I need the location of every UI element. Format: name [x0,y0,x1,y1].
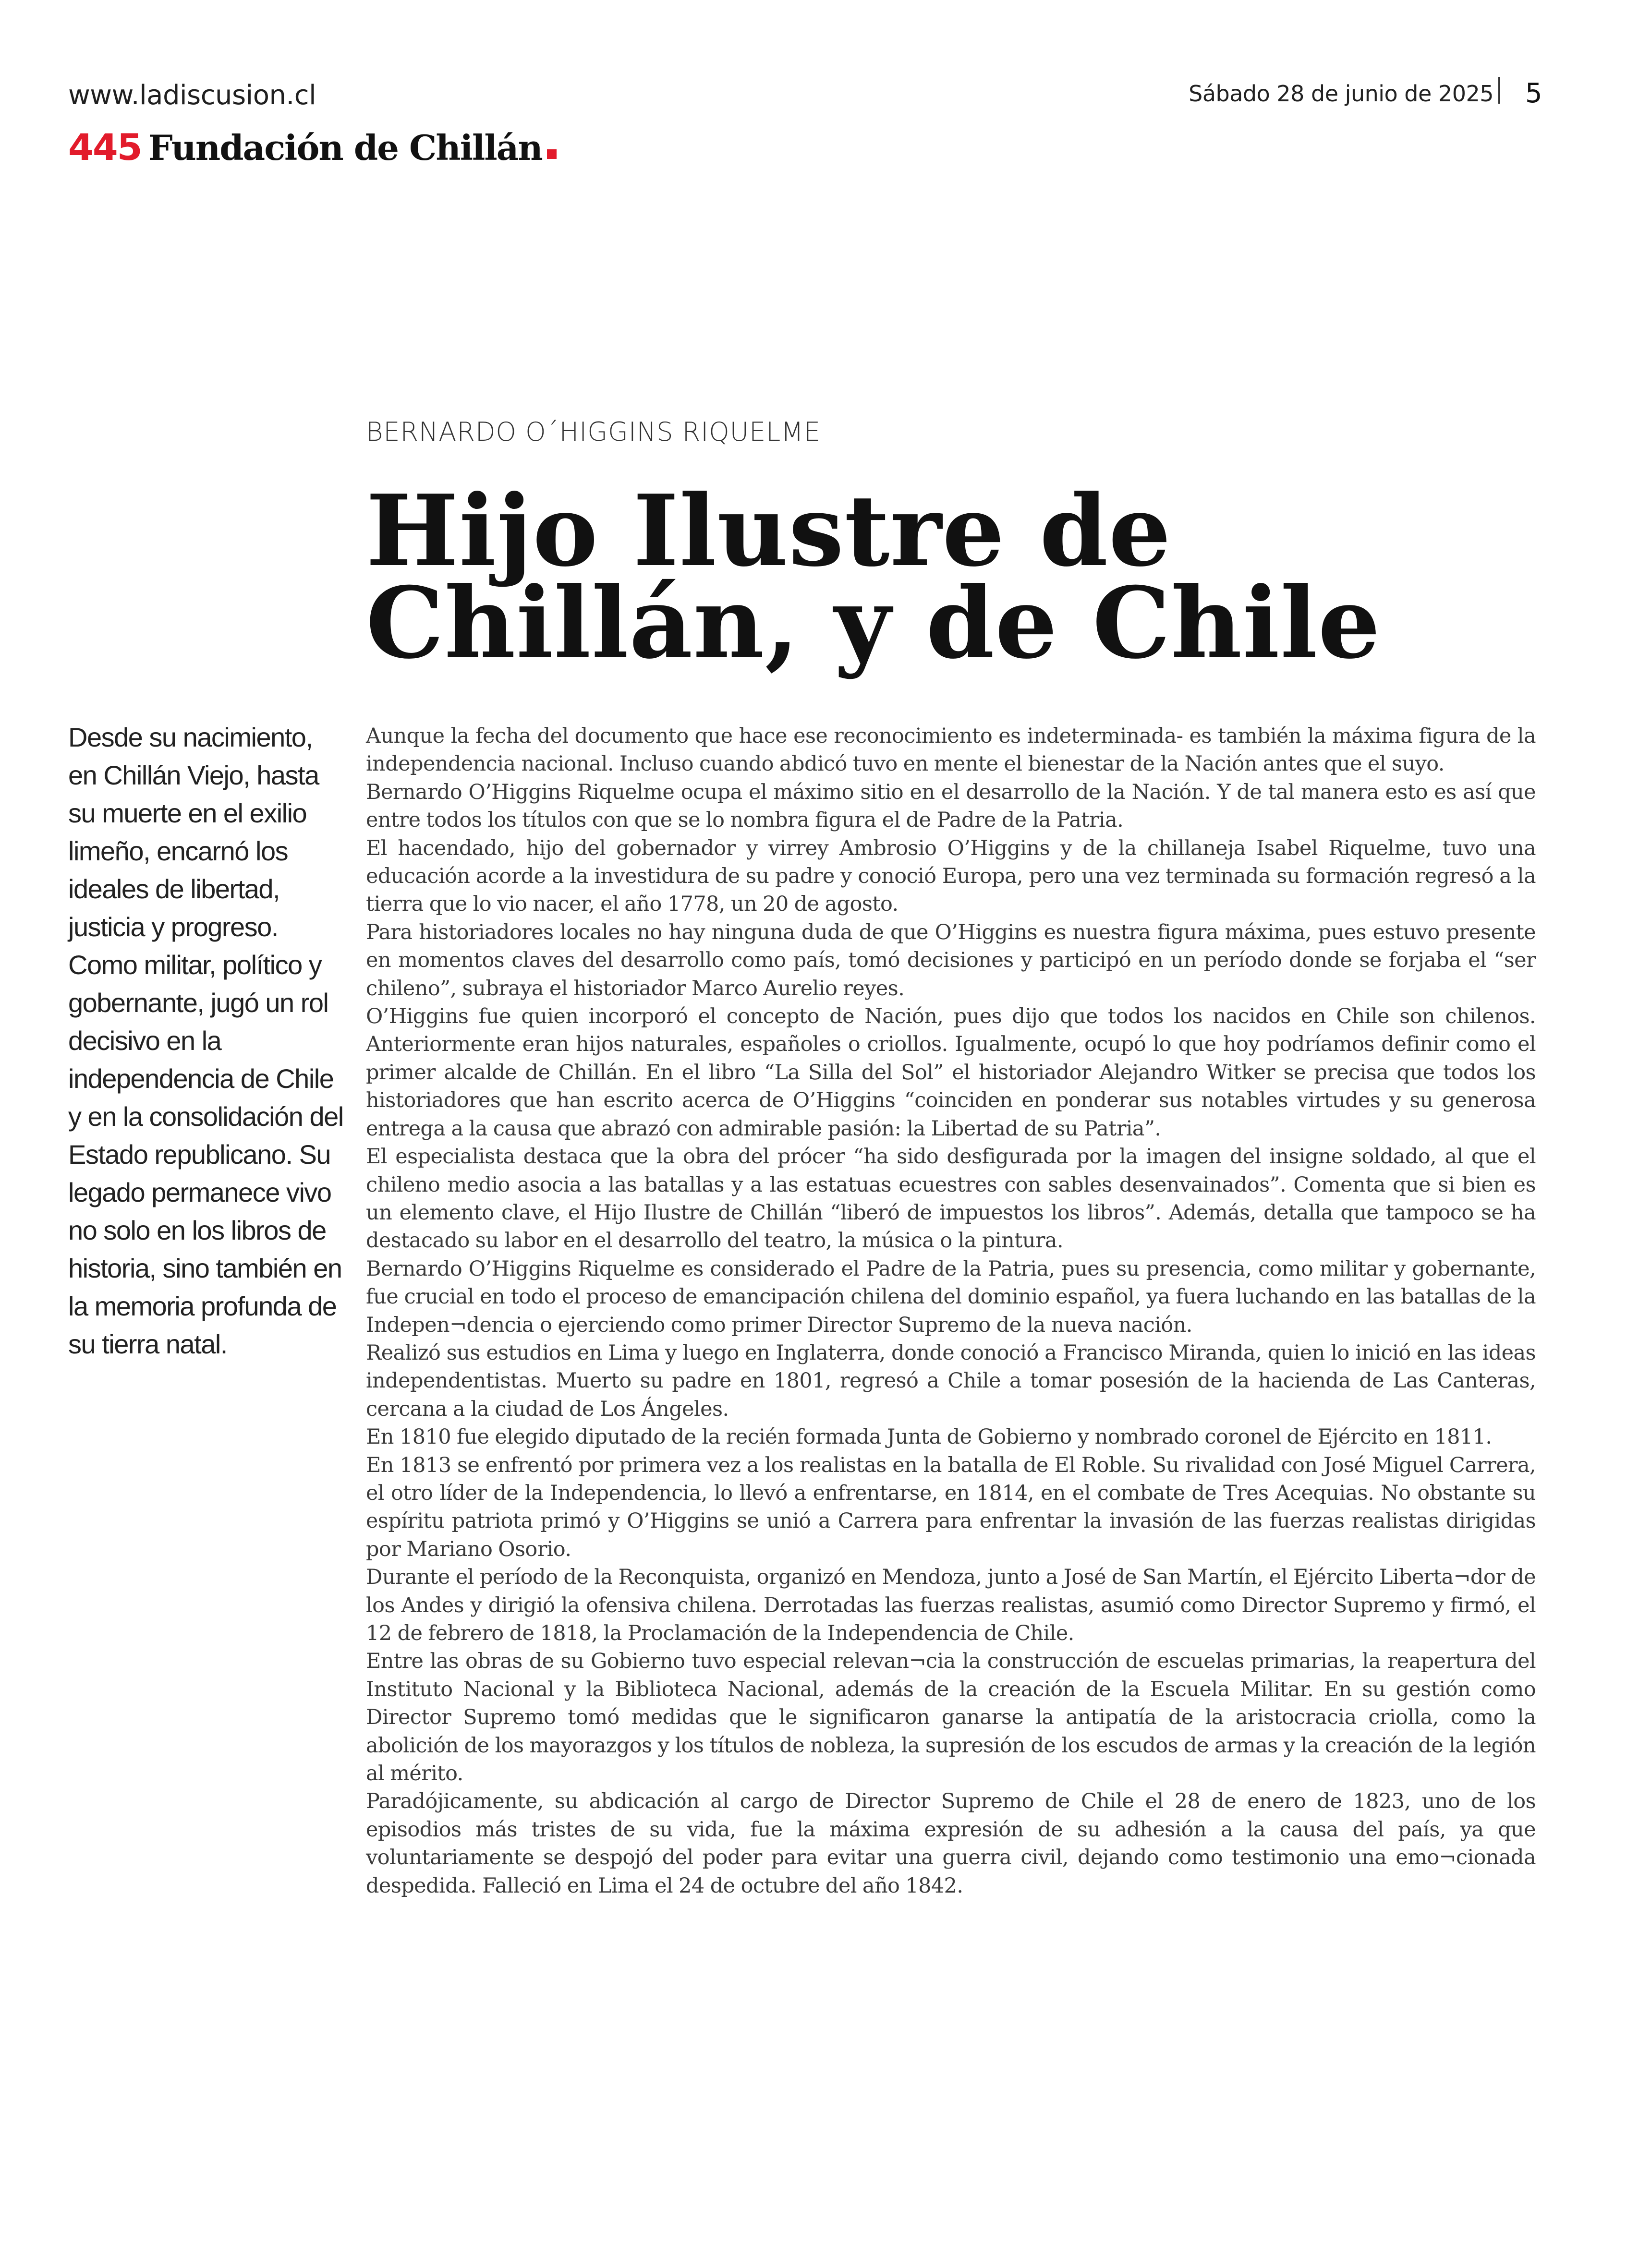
body-paragraph-6: El especialista destaca que la obra del prócer “ha sido desfigurada por la imagen del insigne soldado, al que el chileno medio asocia a las batallas y a las estatuas ecuestres con sables desenvainados”. Comenta que si bien es un elemento clave, el Hijo Ilustre de Chillán “liberó de impuestos los libros”. Además, detalla que tampoco se ha destacado su labor en el desarrollo del teatro, la música o la pintura. [366,1145,1536,1253]
body-paragraph-13: Paradójicamente, su abdicación al cargo de Director Supremo de Chile el 28 de enero de 1823, uno de los episodios más tristes de su vida, fue la máxima expresión de su adhesión a la causa del país, ya que voluntariamente se despojó del poder para evitar una guerra civil, dejando como testimonio una emo¬cionada despedida. Falleció en Lima el 24 de octubre del año 1842. [366,1789,1536,1898]
site-url[interactable]: www.ladiscusion.cl [68,80,316,111]
body-paragraph-8: Realizó sus estudios en Lima y luego en Inglaterra, donde conoció a Francisco Miranda, quien lo inició en las ideas independentistas. Muerto su padre en 1801, regresó a Chile a tomar posesión de la hacienda de Las Canteras, cercana a la ciudad de Los Ángeles. [366,1340,1536,1421]
headline-line-2: Chillán, y de Chile [366,566,1381,681]
body-paragraph-5: O’Higgins fue quien incorporó el concepto de Nación, pues dijo que todos los nacidos en Chile son chilenos. Anteriormente eran hijos naturales, españoles o criollos. Igualmente, ocupó lo que hoy podríamos definir como el primer alcalde de Chillán. En el libro “La Silla del Sol” el historiador Alejandro Witker se precisa que todos los historiadores que han escrito acerca de O’Higgins “coinciden en ponderar sus notables virtudes y su generosa entrega a la causa que abrazó con admirable pasión: la Libertad de su Patria”. [366,1004,1536,1141]
article-kicker: BERNARDO O´HIGGINS RIQUELME [366,417,821,447]
body-paragraph-10: En 1813 se enfrentó por primera vez a los realistas en la batalla de El Roble. Su rivalidad con José Miguel Carrera, el otro líder de la Independencia, lo llevó a enfrentarse, en 1814, en el combate de Tres Acequias. No obstante su espíritu patriota primó y O’Higgins se unió a Carrera para enfrentar la invasión de las fuerzas realistas dirigidas por Mariano Osorio. [366,1453,1536,1561]
section-title: Fundación de Chillán [148,127,542,168]
section-header [68,126,557,169]
body-paragraph-2: Bernardo O’Higgins Riquelme ocupa el máximo sitio en el desarrollo de la Nación. Y de tal manera esto es así que entre todos los títulos con que se lo nombra figura el de Padre de la Patria. [366,780,1536,832]
body-paragraph-3: El hacendado, hijo del gobernador y virrey Ambrosio O’Higgins y de la chillaneja Isabel Riquelme, tuvo una educación acorde a la investidura de su padre y conoció Europa, pero una vez terminada su formación regresó a la tierra que lo vio nacer, el año 1778, un 20 de agosto. [366,836,1536,917]
body-paragraph-11: Durante el período de la Reconquista, organizó en Mendoza, junto a José de San Martín, el Ejército Liberta¬dor de los Andes y dirigió la ofensiva chilena. Derrotadas las fuerzas realistas, asumió como Director Supremo y firmó, el 12 de febrero de 1818, la Proclamación de la Independencia de Chile. [366,1565,1536,1645]
section-number: 445 [68,126,142,169]
issue-date: Sábado 28 de junio de 2025 [1189,81,1493,107]
body-paragraph-9: En 1810 fue elegido diputado de la recién formada Junta de Gobierno y nombrado coronel de Ejército en 1811. [366,1425,1492,1449]
body-paragraph-7: Bernardo O’Higgins Riquelme es considerado el Padre de la Patria, pues su presencia, como militar y gobernante, fue crucial en todo el proceso de emancipación chilena del dominio español, ya fuera luchando en las batallas de la Indepen¬dencia o ejerciendo como primer Director Supremo de la nueva nación. [366,1256,1536,1337]
article-body [366,722,1536,1900]
header-divider [1498,77,1500,104]
body-paragraph-4: Para historiadores locales no hay ninguna duda de que O’Higgins es nuestra figura máxima, pues estuvo presente en momentos claves del desarrollo como país, tomó decisiones y participó en un período donde se forjaba el “ser chileno”, subraya el historiador Marco Aurelio reyes. [366,920,1536,1001]
body-paragraph-12: Entre las obras de su Gobierno tuvo especial relevan¬cia la construcción de escuelas primarias, la reapertura del Instituto Nacional y la Biblioteca Nacional, además de la creación de la Escuela Militar. En su gestión como Director Supremo tomó medidas que le significaron ganarse la antipatía de la aristocracia criolla, como la abolición de los mayorazgos y los títulos de nobleza, la supresión de los escudos de armas y la creación de la legión al mérito. [366,1649,1536,1786]
headline-line-1: Hijo Ilustre de [366,473,1172,589]
body-paragraph-1: Aunque la fecha del documento que hace ese reconocimiento es indeterminada- es también la máxima figura de la independencia nacional. Incluso cuando abdicó tuvo en mente el bienestar de la Nación antes que el suyo. [366,724,1536,776]
section-accent-dot [547,149,557,159]
article-sidebar-summary: Desde su nacimiento, en Chillán Viejo, hasta su muerte en el exilio limeño, encarnó los ideales de libertad, justicia y progreso. Como militar, político y gobernante, jugó un rol decisivo en la independencia de Chile y en la consolidación del Estado republicano. Su legado permanece vivo no solo en los libros de historia, sino también en la memoria profunda de su tierra natal. [68,722,343,1359]
article-headline [366,473,1566,681]
page-number: 5 [1525,78,1542,109]
